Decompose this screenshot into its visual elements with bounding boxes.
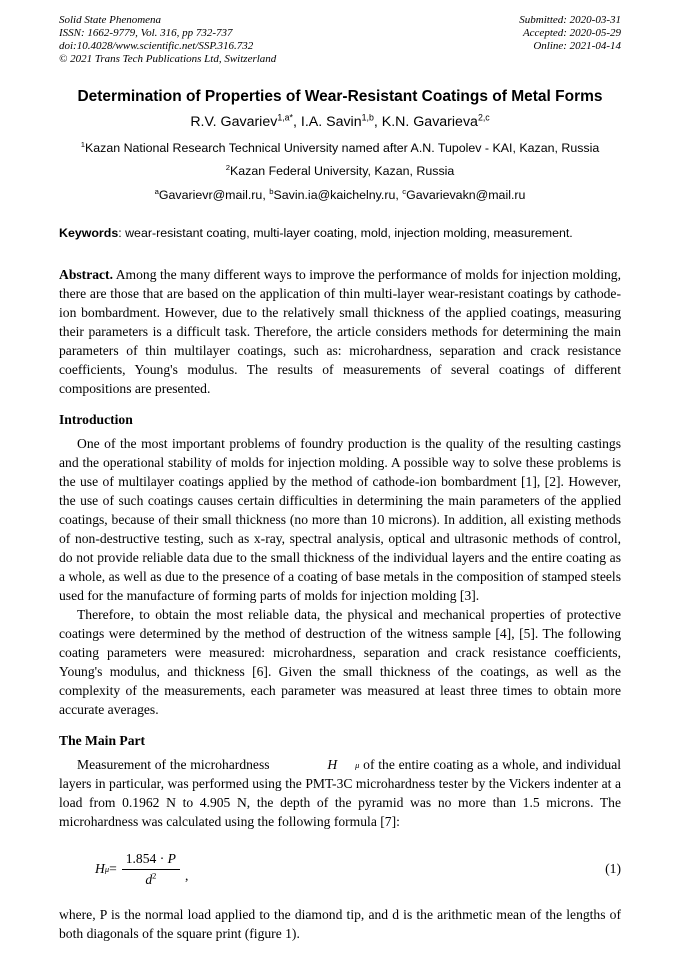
- equation-1-row: [59, 847, 621, 891]
- email-b: Savin.ia@kaichelny.ru: [273, 188, 396, 202]
- journal-name: Solid State Phenomena: [59, 14, 162, 26]
- denominator-exponent: 2: [152, 869, 157, 880]
- email-a: Gavarievr@mail.ru: [158, 188, 263, 202]
- keywords-line: [59, 225, 621, 241]
- numerator-coefficient: 1.854 ·: [125, 850, 168, 866]
- fraction-denominator: [122, 870, 180, 888]
- author-2-affil-sup: 1,b: [361, 112, 374, 123]
- equation-number: (1): [605, 861, 621, 876]
- equation-trailing-comma: ,: [184, 867, 189, 883]
- journal-copyright: © 2021 Trans Tech Publications Ltd, Switzerland: [59, 53, 277, 65]
- journal-doi: doi:10.4028/www.scientific.net/SSP.316.732: [59, 40, 254, 52]
- equation-fraction: [122, 851, 180, 888]
- numerator-variable: P: [167, 850, 176, 866]
- affiliation-1-sup: 1: [80, 139, 86, 149]
- main-part-paragraph-1: Measurement of the microhardness H μ of the entire coating as a whole, and individual layers in particular, was performed using the PMT-3C microhardness tester by the Vickers indenter at a load from 0.1962 N to 4.905 N, the depth of the pyramid was no more than 1.5 microns. The microhardness was calculated using the following formula [7]:: [59, 757, 622, 829]
- submission-dates: [519, 14, 621, 66]
- author-3: K.N. Gavarieva: [381, 114, 478, 130]
- abstract-label: Abstract.: [59, 267, 113, 282]
- affiliation-1: [59, 141, 621, 155]
- microhardness-symbol: H: [327, 757, 338, 772]
- equation-1-formula: H μ = $\frac{1.854 \cdot P}{d^2}$ ,: [95, 850, 189, 887]
- section-heading-introduction: Introduction: [59, 412, 133, 427]
- journal-header: [59, 14, 621, 66]
- equation-lhs: H: [95, 861, 105, 876]
- author-1-affil-sup: 1,a*: [277, 112, 293, 123]
- abstract-paragraph: [59, 265, 621, 398]
- date-submitted: Submitted: 2020-03-31: [519, 14, 621, 26]
- email-c-sup: c: [402, 186, 407, 196]
- denominator-variable: d: [145, 871, 153, 887]
- affiliation-2-sup: 2: [225, 162, 230, 172]
- introduction-paragraph-1: One of the most important problems of foundry production is the quality of the resulting castings and the operational stability of molds for injection molding. A possible way to solve these problems is the use of multilayer coatings applied by the method of cathode-ion bombardment [1], [2]. However, the use of such coatings causes certain difficulties in determining the main parameters of the applied coatings, because of their small thickness (no more than 10 microns). In addition, all existing methods of non-destructive testing, such as x-ray, spectral analysis, optical and ultrasonic methods of control, do not provide reliable data due to the small thickness of the individual layers and the entire coating as a whole, as well as due to the presence of a coating of base metals in the composition of stamped steels used for the manufacture of forming parts of molds for injection molding [3].: [59, 436, 621, 603]
- journal-info: [59, 14, 276, 66]
- journal-issn-volume: ISSN: 1662-9779, Vol. 316, pp 732-737: [59, 27, 233, 39]
- author-3-affil-sup: 2,c: [477, 112, 490, 123]
- author-1: R.V. Gavariev: [190, 114, 278, 130]
- affiliation-2-text: Kazan Federal University, Kazan, Russia: [230, 164, 455, 178]
- main-p1-text-after: of the entire coating as a whole, and individual layers in particular, was performed using the PMT-3C microhardness tester by the Vickers indenter at a load from 0.1962 N to 4.905 N, the depth of the pyramid was no more than 1.5 microns. The microhardness was calculated using the following formula [7]:: [59, 757, 622, 829]
- author-separator: ,: [292, 114, 301, 130]
- introduction-paragraph-2: Therefore, to obtain the most reliable data, the physical and mechanical properties of protective coatings were determined by the method of destruction of the witness sample [4], [5]. The following coating parameters were measured: microhardness, separation and crack resistance coefficients, Young's modulus, and thickness [6]. Given the small thickness of the coatings, as well as the complexity of the measurements, each parameter was measured at least three times to obtain more accurate averages.: [59, 607, 621, 717]
- email-b-sup: b: [269, 186, 274, 196]
- author-separator: ,: [373, 114, 382, 130]
- section-heading-main-part: The Main Part: [59, 733, 146, 748]
- main-p1-text-before: Measurement of the microhardness: [77, 757, 274, 772]
- main-part-paragraph-2: where, P is the normal load applied to the diamond tip, and d is the arithmetic mean of the lengths of both diagonals of the square print (figure 1).: [59, 907, 621, 941]
- author-2: I.A. Savin: [300, 114, 362, 130]
- email-separator: ,: [262, 188, 270, 202]
- keywords-label: Keywords: [59, 226, 119, 240]
- equals-sign: =: [109, 861, 117, 876]
- authors-line: [59, 114, 621, 130]
- affiliation-1-text: Kazan National Research Technical University named after A.N. Tupolev - KAI, Kazan, Russia: [85, 141, 600, 155]
- date-accepted: Accepted: 2020-05-29: [522, 27, 621, 39]
- paper-title: Determination of Properties of Wear-Resistant Coatings of Metal Forms: [77, 88, 603, 105]
- email-separator: ,: [395, 188, 403, 202]
- email-a-sup: a: [154, 186, 159, 196]
- date-online: Online: 2021-04-14: [533, 40, 621, 52]
- abstract-text: Among the many different ways to improve the performance of molds for injection molding, there are those that are based on the application of thin multi-layer wear-resistant coatings by cathode-ion bombardment. However, due to the relatively small thickness of the applied coatings, measuring their parameters is a difficult task. Therefore, the article considers methods for determining the main parameters of thin multilayer coatings, such as: microhardness, separation and crack resistance coefficients, Young's modulus. The results of measurements of several coatings of different compositions are presented.: [59, 267, 621, 396]
- fraction-numerator: [122, 851, 180, 870]
- keywords-text: : wear-resistant coating, multi-layer coating, mold, injection molding, measurement.: [118, 226, 573, 240]
- authors-emails: [59, 188, 621, 202]
- affiliation-2: [59, 164, 621, 178]
- email-c: Gavarievakn@mail.ru: [406, 188, 526, 202]
